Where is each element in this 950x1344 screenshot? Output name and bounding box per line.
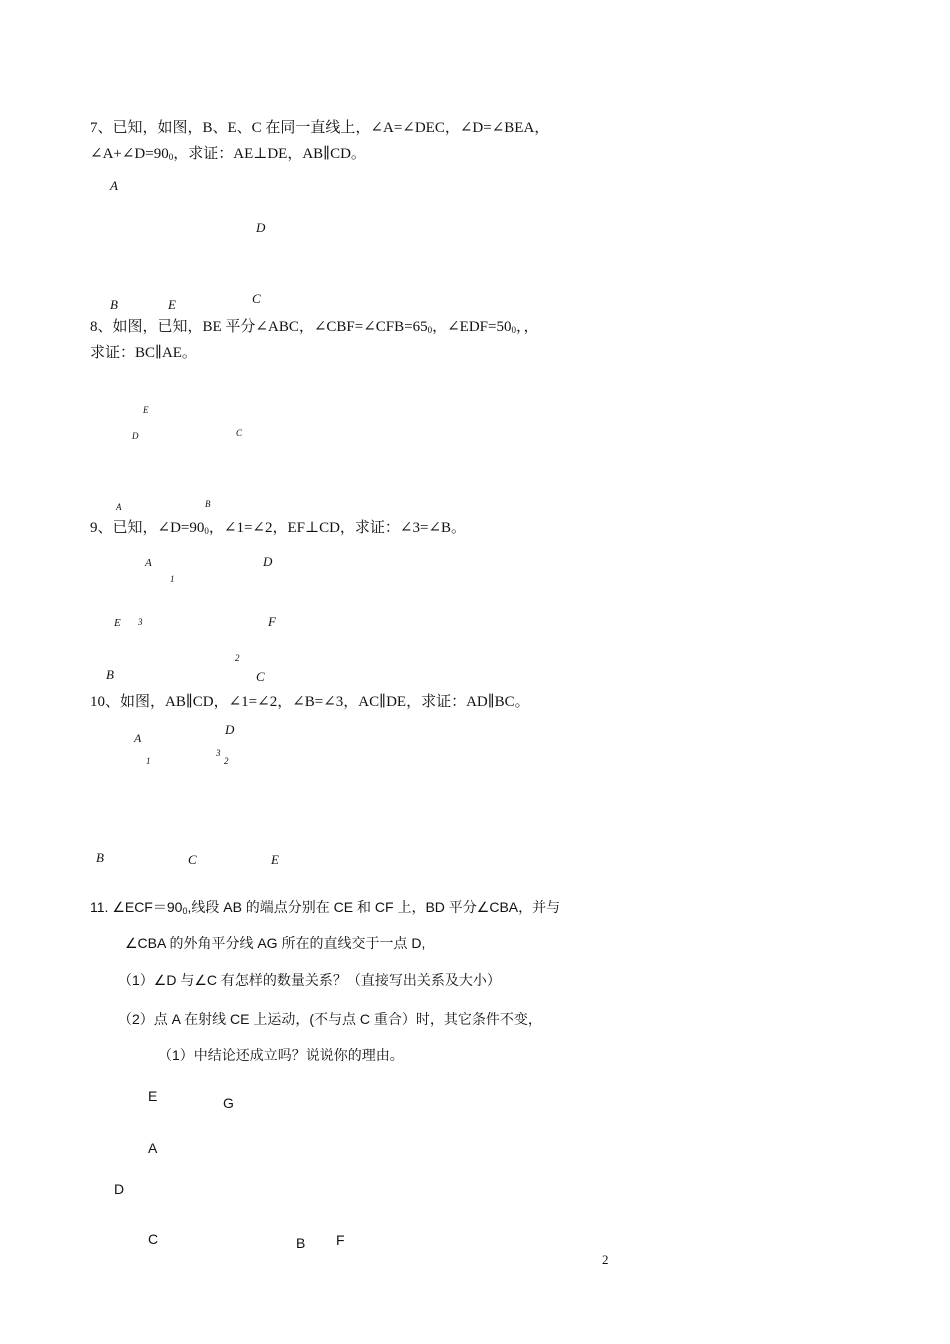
figure-label: 3 (216, 748, 221, 758)
figure-label: B (96, 850, 104, 865)
figure-label: B (110, 297, 118, 312)
figure-label: A (110, 178, 118, 193)
problem-11-question-2-cont: （1）中结论还成立吗？说说你的理由。 (158, 1047, 404, 1063)
problem-7-line-1: 7、已知，如图，B、E、C 在同一直线上，∠A=∠DEC，∠D=∠BEA， (90, 120, 550, 136)
figure-label: B (205, 499, 211, 509)
figure-label: C (252, 291, 261, 306)
figure-label: 2 (235, 653, 240, 663)
figure-label: D (114, 1181, 125, 1197)
figure-label: E (114, 617, 121, 629)
figure-label: D (225, 722, 235, 737)
figure-label: 1 (146, 756, 151, 766)
figure-label: C (256, 669, 265, 684)
figure-label: A (116, 502, 122, 512)
problem-9-line-1: 9、已知，$\angle D=90^0$，∠1=∠2，EF⊥CD，求证：∠3=∠B。 (90, 520, 467, 536)
figure-label: D (256, 220, 266, 235)
figure-label: G (223, 1095, 234, 1111)
figure-label: F (268, 614, 276, 629)
page-number: 2 (602, 1252, 609, 1267)
figure-label: A (134, 731, 142, 745)
figure-label: C (148, 1231, 159, 1247)
figure-label: F (336, 1232, 345, 1248)
figure-label: 3 (138, 617, 143, 627)
figure-label: B (106, 667, 114, 682)
problem-7-line-2: $\angle A+\angle D=90^0$，求证：AE⊥DE，AB∥CD。 (90, 146, 366, 162)
figure-label: D (263, 554, 273, 569)
problem-11-line-1: 11. $\angle ECF=90^0$,线段 AB 的端点分别在 CE 和 CF 上，BD 平分∠CBA，并与 (90, 899, 561, 916)
problem-11-question-2: （2）点 A 在射线 CE 上运动，(不与点 C 重合）时，其它条件不变， (118, 1011, 542, 1027)
figure-label: C (188, 852, 197, 867)
figure-label: C (236, 428, 243, 438)
problem-8-line-1: 8、如图，已知，BE 平分∠ABC，$\angle CBF=\angle CFB=65^0$，$\angle EDF=50^0$，， (90, 319, 539, 335)
figure-label: E (143, 405, 149, 415)
figure-label: A (148, 1140, 158, 1156)
problem-8-line-2: 求证：BC∥AE。 (90, 345, 197, 361)
problem-10-line-1: 10、如图，AB∥CD，∠1=∠2，∠B=∠3，AC∥DE，求证：AD∥BC。 (90, 694, 530, 710)
figure-label: A (145, 557, 152, 569)
problem-11-question-1: （1）∠D 与∠C 有怎样的数量关系？（直接写出关系及大小） (118, 972, 501, 988)
figure-label: E (271, 852, 279, 867)
figure-label: E (148, 1088, 158, 1104)
problem-11-line-2: ∠CBA 的外角平分线 AG 所在的直线交于一点 D, (125, 935, 426, 951)
figure-label: D (132, 431, 139, 441)
figure-label: E (168, 297, 176, 312)
figure-label: 1 (170, 574, 175, 584)
figure-label: B (296, 1235, 306, 1251)
figure-label: 2 (224, 756, 229, 766)
